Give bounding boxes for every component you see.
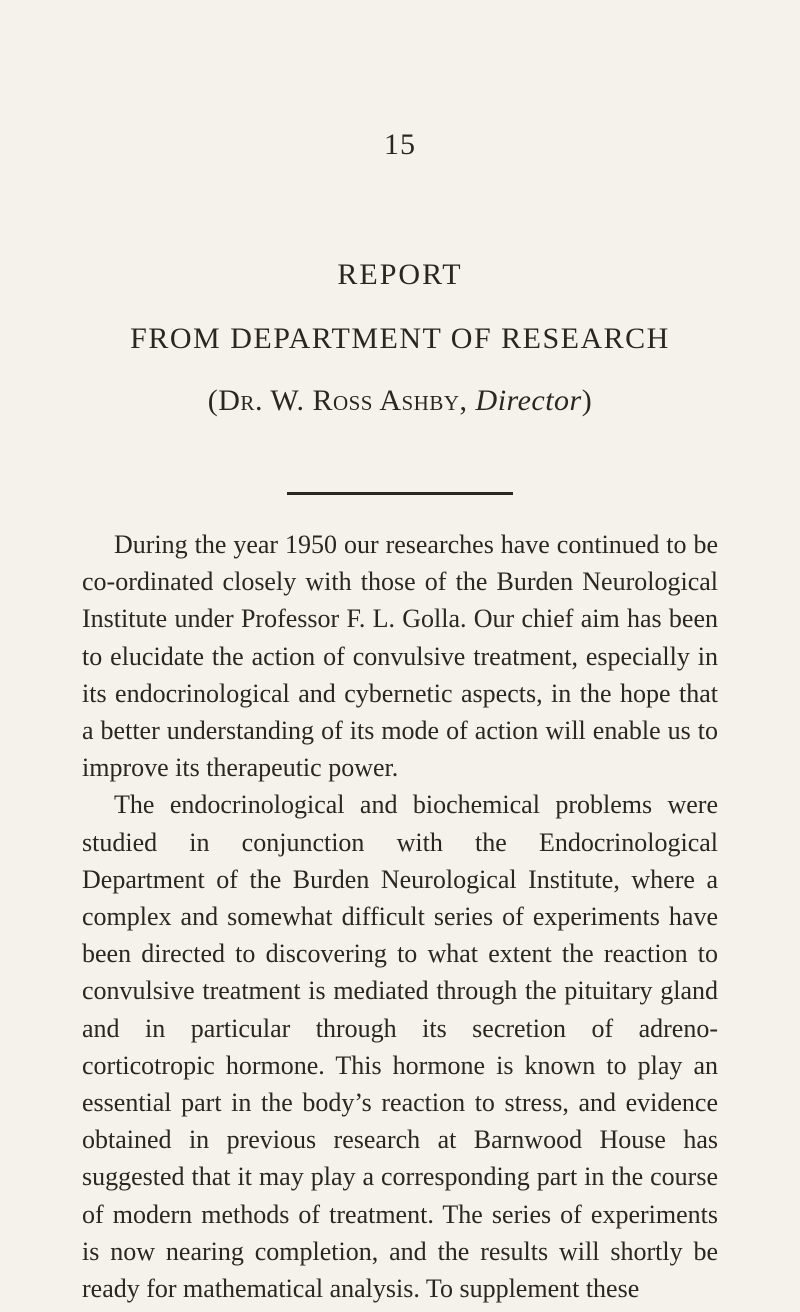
byline: [0, 384, 800, 418]
page-title: REPORT: [337, 258, 463, 291]
byline-name: Dr. W. Ross Ashby,: [218, 384, 468, 417]
paragraph-2: The endocrinological and biochemical problems were studied in conjunction with the Endocrinological Department of the Burden Neurological Institute, where a complex and somewhat difficult series of experiments have been directed to discovering to what extent the reaction to convulsive treatment is mediated through the pituitary gland and in particular through its secretion of adreno-corticotropic hormone. This hormone is known to play an essential part in the body’s reaction to stress, and evidence obtained in previous research at Barnwood House has suggested that it may play a corresponding part in the course of modern methods of treatment. The series of experiments is now nearing completion, and the results will shortly be ready for mathematical analysis. To supplement these: [82, 790, 718, 1304]
byline-role: Director: [475, 384, 582, 417]
byline-close: ): [581, 384, 593, 417]
paragraph-1: During the year 1950 our researches have continued to be co-ordinated closely with those of the Burden Neurological Institute under Professor F. L. Golla. Our chief aim has been to elucidate the action of convulsive treatment, especially in its endocrinological and cybernetic aspects, in the hope that a better understanding of its mode of action will enable us to improve its therapeutic power.: [82, 530, 718, 783]
section-divider: [287, 492, 513, 495]
page-subtitle: FROM DEPARTMENT OF RESEARCH: [130, 322, 670, 355]
body-text: [82, 526, 718, 1307]
byline-open: (: [207, 384, 219, 417]
page-number: 15: [384, 128, 416, 161]
